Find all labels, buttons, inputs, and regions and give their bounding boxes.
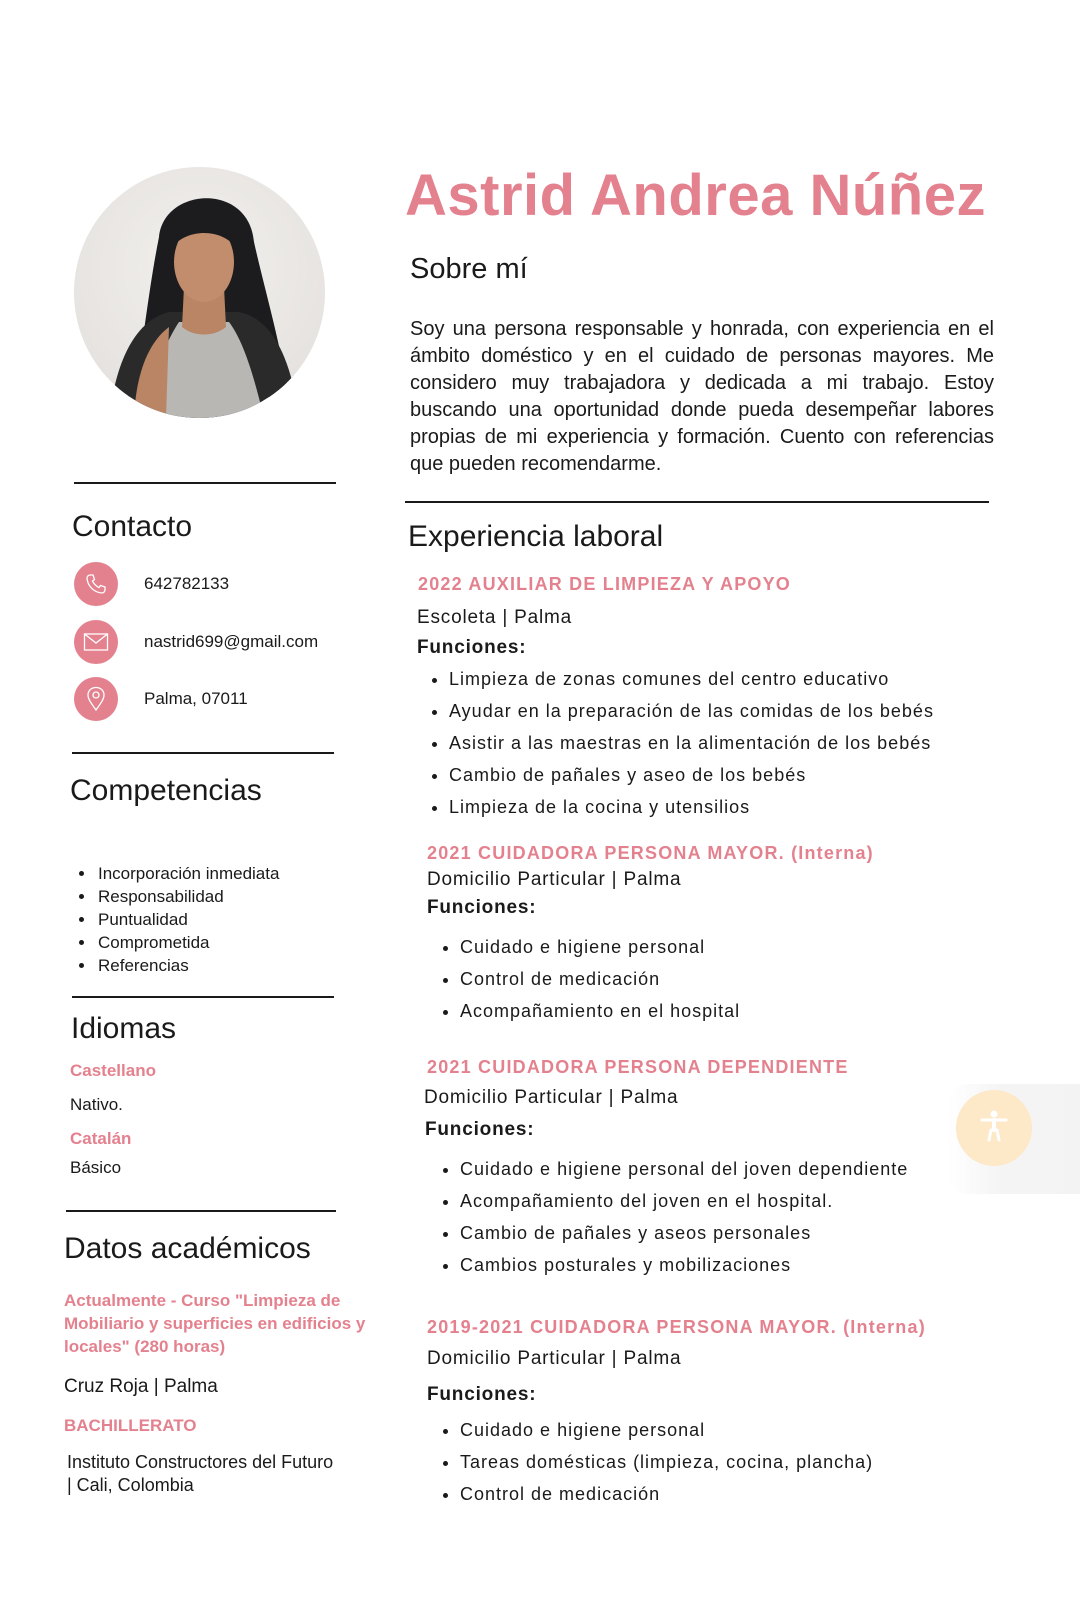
job-title: 2022 AUXILIAR DE LIMPIEZA Y APOYO — [418, 574, 792, 594]
language-name: Catalán — [70, 1129, 132, 1148]
list-item: • Control de medicación — [460, 1478, 873, 1510]
profile-photo — [74, 167, 325, 418]
job-place: Domicilio Particular | Palma — [427, 869, 682, 890]
phone-icon — [74, 562, 118, 606]
degree-institution: Instituto Constructores del Futuro — [67, 1452, 334, 1472]
list-item: • Cambios posturales y mobilizaciones — [460, 1249, 908, 1281]
list-item: • Asistir a las maestras en la alimentación de los bebés — [449, 727, 934, 759]
language-level: Nativo. — [70, 1095, 123, 1114]
about-heading: Sobre mí — [410, 253, 528, 285]
job-place: Domicilio Particular | Palma — [424, 1087, 679, 1108]
skills-list — [76, 862, 279, 977]
about-text: Soy una persona responsable y honrada, con experiencia en el ámbito doméstico y en el cuidado de personas mayores. Me considero muy trabajadora y dedicada a mi trabajo. Estoy buscando una oportunidad donde pueda desempeñar labores propias de mi experiencia y formación. Cuento con referencias que pueden recomendarme. — [410, 318, 994, 475]
list-item: • Cuidado e higiene personal — [460, 1414, 873, 1446]
contact-phone — [74, 562, 374, 606]
language-level: Básico — [70, 1158, 122, 1177]
divider — [72, 752, 334, 754]
functions-list — [426, 1153, 908, 1281]
degree-title: BACHILLERATO — [64, 1416, 197, 1435]
divider — [72, 996, 334, 998]
list-item: • Limpieza de zonas comunes del centro educativo — [449, 663, 934, 695]
list-item: • Cuidado e higiene personal — [460, 931, 740, 963]
functions-label: Funciones: — [417, 637, 527, 658]
list-item: • Acompañamiento en el hospital — [460, 995, 740, 1027]
envelope-icon — [74, 620, 118, 664]
contact-heading: Contacto — [72, 510, 193, 543]
list-item: • Puntualidad — [96, 908, 279, 931]
list-item: • Cambio de pañales y aseos personales — [460, 1217, 908, 1249]
location-text: Palma, 07011 — [144, 689, 248, 708]
functions-list — [426, 931, 740, 1027]
skills-heading: Competencias — [70, 774, 262, 807]
degree-place — [67, 1451, 333, 1497]
degree-city: | Cali, Colombia — [67, 1475, 194, 1495]
list-item: • Ayudar en la preparación de las comidas de los bebés — [449, 695, 934, 727]
experience-heading: Experiencia laboral — [408, 520, 664, 553]
job-title: 2021 CUIDADORA PERSONA MAYOR. (Interna) — [427, 843, 874, 863]
contact-email — [74, 620, 374, 664]
divider — [66, 1210, 336, 1212]
list-item: • Acompañamiento del joven en el hospital. — [460, 1185, 908, 1217]
divider — [405, 501, 989, 503]
map-pin-icon — [74, 677, 118, 721]
functions-list — [415, 663, 934, 823]
course-place: Cruz Roja | Palma — [64, 1376, 218, 1397]
accessibility-icon — [979, 1109, 1009, 1148]
contact-location — [74, 677, 374, 721]
list-item: • Cuidado e higiene personal del joven dependiente — [460, 1153, 908, 1185]
job-title: 2021 CUIDADORA PERSONA DEPENDIENTE — [427, 1057, 849, 1077]
list-item: • Limpieza de la cocina y utensilios — [449, 791, 934, 823]
list-item: • Responsabilidad — [96, 885, 279, 908]
functions-label: Funciones: — [425, 1119, 535, 1140]
course-title: Actualmente - Curso "Limpieza de Mobiliario y superficies en edificios y locales" (280 horas) — [64, 1291, 366, 1356]
divider — [74, 482, 336, 484]
list-item: • Tareas domésticas (limpieza, cocina, plancha) — [460, 1446, 873, 1478]
functions-list — [426, 1414, 873, 1510]
education-heading: Datos académicos — [64, 1232, 311, 1265]
languages-heading: Idiomas — [71, 1012, 177, 1045]
list-item: • Cambio de pañales y aseo de los bebés — [449, 759, 934, 791]
list-item: • Incorporación inmediata — [96, 862, 279, 885]
candidate-name: Astrid Andrea Núñez — [405, 163, 986, 228]
email-address[interactable]: nastrid699@gmail.com — [144, 632, 319, 651]
phone-number[interactable]: 642782133 — [144, 574, 230, 593]
job-place: Domicilio Particular | Palma — [427, 1348, 682, 1369]
functions-label: Funciones: — [427, 1384, 537, 1405]
language-name: Castellano — [70, 1061, 156, 1080]
list-item: • Referencias — [96, 954, 279, 977]
functions-label: Funciones: — [427, 897, 537, 918]
job-place: Escoleta | Palma — [417, 607, 573, 628]
accessibility-button[interactable] — [956, 1090, 1032, 1166]
list-item: • Control de medicación — [460, 963, 740, 995]
list-item: • Comprometida — [96, 931, 279, 954]
job-title: 2019-2021 CUIDADORA PERSONA MAYOR. (Interna) — [427, 1317, 926, 1337]
